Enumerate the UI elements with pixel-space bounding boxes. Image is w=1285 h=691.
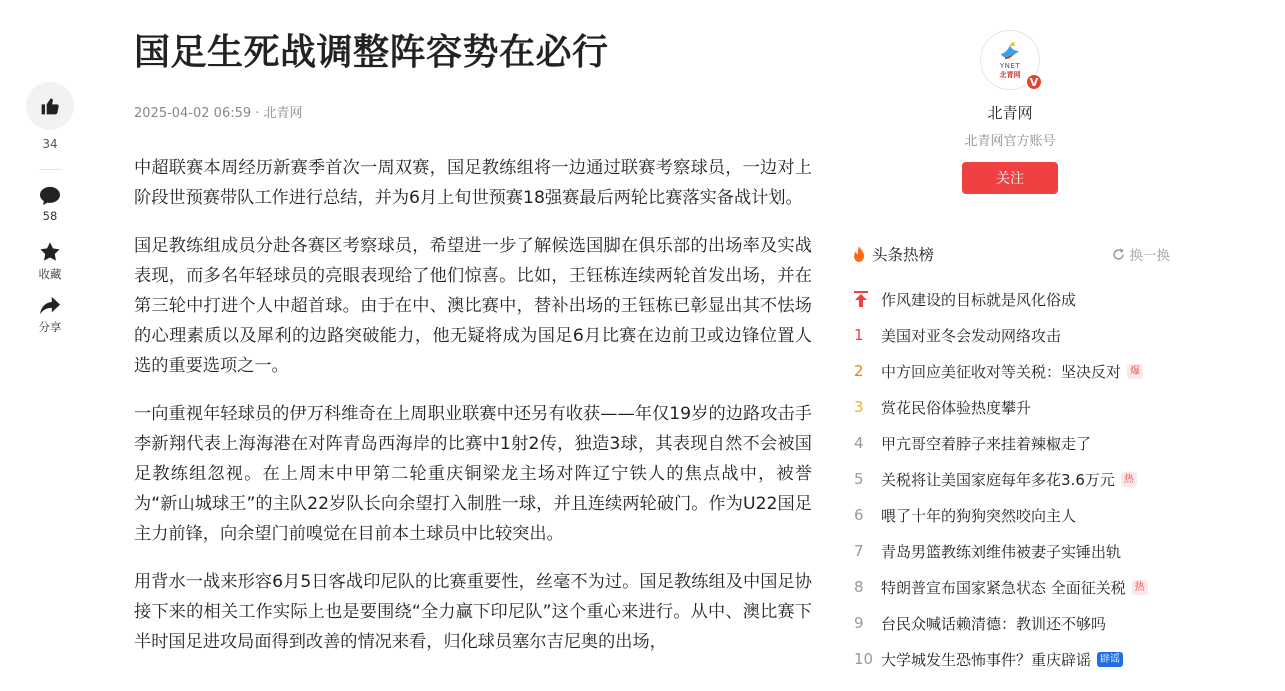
hot-rank: 9	[854, 614, 864, 632]
fire-icon	[852, 246, 866, 262]
refresh-label: 换一换	[1129, 248, 1170, 264]
article-body	[134, 153, 812, 657]
hot-list-item[interactable]	[852, 605, 1170, 641]
author-description: 北青网官方账号	[964, 134, 1056, 149]
hot-item-text: 赏花民俗体验热度攀升	[881, 398, 1032, 417]
favorite-button[interactable]	[26, 241, 74, 282]
article-paragraph: 一向重视年轻球员的伊万科维奇在上周职业联赛中还另有收获——年仅19岁的边路攻击手李新翔代表上海海港在对阵青岛西海岸的比赛中1射2传，独造3球，其表现自然不会被国足教练组忽视。在上周末中甲第二轮重庆铜梁龙主场对阵辽宁铁人的焦点战中，被誉为“新山城球王”的主队22岁队长向余望打入制胜一球，并且连续两轮破门。作为U22国足主力前锋，向余望门前嗅觉在目前本土球员中比较突出。	[134, 404, 812, 544]
rail-divider	[39, 169, 61, 170]
hot-rank: 8	[854, 578, 864, 596]
hot-item-text: 甲亢哥空着脖子来挂着辣椒走了	[881, 434, 1092, 453]
hot-list-item[interactable]	[852, 425, 1170, 461]
hot-list-item[interactable]	[852, 461, 1170, 497]
follow-button[interactable]: 关注	[962, 162, 1058, 194]
share-button[interactable]	[26, 296, 74, 335]
share-label: 分享	[38, 320, 62, 334]
hot-rank: 4	[854, 434, 864, 452]
hot-list-item[interactable]	[852, 389, 1170, 425]
bird-logo-icon	[997, 40, 1023, 62]
hot-list-item[interactable]	[852, 317, 1170, 353]
hot-item-text: 美国对亚冬会发动网络攻击	[881, 326, 1062, 345]
refresh-icon	[1112, 248, 1125, 261]
hot-rank: 3	[854, 398, 864, 416]
article-paragraph: 用背水一战来形容6月5日客战印尼队的比赛重要性，丝毫不为过。国足教练组及中国足协接下来的相关工作实际上也是要围绕“全力赢下印尼队”这个重心来进行。从中、澳比赛下半时国足进攻局面得到改善的情况来看，归化球员塞尔吉尼奥的出场，	[134, 572, 812, 652]
action-rail	[26, 82, 74, 349]
star-icon	[39, 241, 61, 263]
like-button[interactable]	[26, 82, 74, 130]
comment-button[interactable]	[26, 186, 74, 223]
avatar-brand: YNET	[999, 62, 1021, 70]
article	[134, 30, 812, 675]
article-paragraph: 国足教练组成员分赴各赛区考察球员，希望进一步了解候选国脚在俱乐部的出场率及实战表现，而多名年轻球员的亮眼表现给了他们惊喜。比如，王钰栋连续两轮首发出场，并在第三轮中打进个人中超首球。由于在中、澳比赛中，替补出场的王钰栋已彰显出其不怯场的心理素质以及犀利的边路突破能力，他无疑将成为国足6月比赛在边前卫或边锋位置人选的重要选项之一。	[134, 236, 812, 376]
explosive-tag: 爆	[1127, 364, 1143, 379]
hot-item-text: 关税将让美国家庭每年多花3.6万元	[881, 470, 1115, 489]
hot-rank: 6	[854, 506, 864, 524]
article-paragraph: 中超联赛本周经历新赛季首次一周双赛，国足教练组将一边通过联赛考察球员，一边对上阶段世预赛带队工作进行总结，并为6月上旬世预赛18强赛最后两轮比赛落实备战计划。	[134, 158, 812, 208]
hot-list-item[interactable]	[852, 353, 1170, 389]
hot-rank: 2	[854, 362, 864, 380]
hot-list-item[interactable]	[852, 641, 1170, 677]
hot-item-text: 特朗普宣布国家紧急状态 全面征关税	[881, 578, 1126, 597]
author-name[interactable]: 北青网	[987, 104, 1033, 122]
hot-rank: 5	[854, 470, 864, 488]
author-avatar[interactable]	[980, 30, 1040, 90]
comment-icon	[39, 186, 61, 206]
favorite-label: 收藏	[38, 267, 62, 281]
hot-item-text: 青岛男篮教练刘维伟被妻子实锤出轨	[881, 542, 1122, 561]
hot-list-item[interactable]	[852, 569, 1170, 605]
hot-list	[852, 281, 1170, 677]
share-icon	[39, 296, 61, 316]
pin-top-icon	[854, 291, 868, 307]
refresh-button[interactable]	[1112, 244, 1171, 264]
avatar-brand-cn: 北青网	[999, 71, 1021, 79]
hot-item-text: 台民众喊话赖清德：教训还不够吗	[881, 614, 1107, 633]
verified-badge: V	[1025, 73, 1043, 91]
hot-rank: 10	[854, 650, 874, 668]
hot-item-text: 喂了十年的狗狗突然咬向主人	[881, 506, 1077, 525]
comment-count: 58	[42, 209, 58, 223]
hot-item-text: 作风建设的目标就是风化俗成	[881, 290, 1077, 309]
hot-tag: 热	[1132, 580, 1148, 595]
hot-rank: 1	[854, 326, 864, 344]
article-meta: 2025-04-02 06:59 · 北青网	[134, 106, 303, 121]
hot-list-panel	[852, 243, 1170, 677]
hot-rank: 7	[854, 542, 864, 560]
hot-list-item[interactable]	[852, 497, 1170, 533]
hot-list-header	[852, 243, 1170, 265]
hot-list-title	[852, 243, 934, 265]
article-title: 国足生死战调整阵容势在必行	[134, 32, 609, 73]
hot-list-title-text: 头条热榜	[872, 246, 935, 264]
author-card	[940, 30, 1080, 194]
hot-item-text: 大学城发生恐怖事件？重庆辟谣	[881, 650, 1092, 669]
hot-item-text: 中方回应美征收对等关税：坚决反对	[881, 362, 1122, 381]
hot-rank	[852, 291, 881, 307]
like-count: 34	[42, 137, 58, 151]
hot-tag: 热	[1121, 472, 1137, 487]
hot-list-item[interactable]	[852, 281, 1170, 317]
thumbs-up-icon	[40, 96, 60, 116]
hot-list-item[interactable]	[852, 533, 1170, 569]
rumor-debunk-tag: 辟谣	[1097, 652, 1123, 667]
